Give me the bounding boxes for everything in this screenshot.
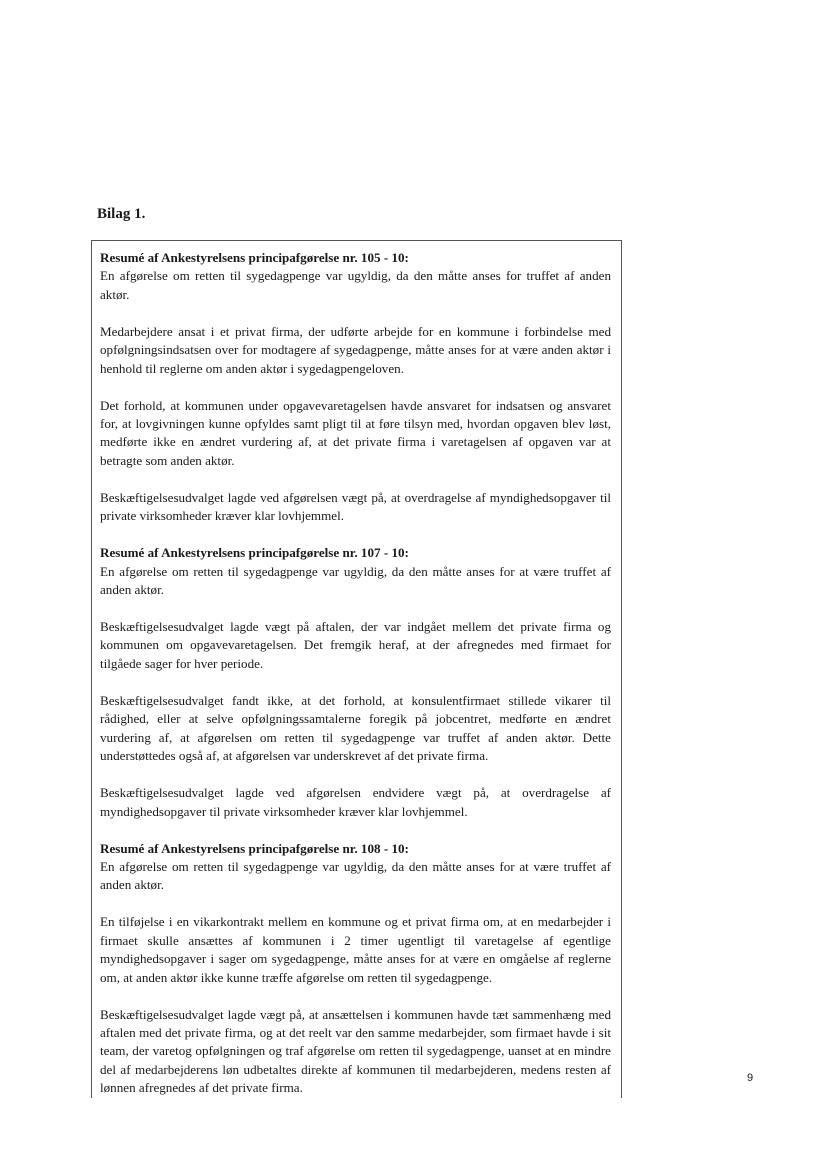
paragraph-text: Medarbejdere ansat i et privat firma, der udførte arbejde for en kommune i forbindelse med opfølgningsindsatsen over for modtagere af sygedagpenge, måtte anses for at være anden aktør i henhold til reglerne om anden aktør i sygedagpengeloven. xyxy=(100,323,611,376)
summary-title: Resumé af Ankestyrelsens principafgørelse nr. 108 - 10: xyxy=(100,840,409,856)
summary-text: En afgørelse om retten til sygedagpenge var ugyldig, da den måtte anses for at være truffet af anden aktør. xyxy=(100,563,611,598)
paragraph xyxy=(100,323,611,378)
paragraph xyxy=(100,784,611,821)
paragraph-text: Beskæftigelsesudvalget fandt ikke, at det forhold, at konsulentfirmaet stillede vikarer til rådighed, eller at selve opfølgningssamtalerne foregik på jobcentret, medførte en ændret vurdering af, at afgørelsen om retten til sygedagpenge var truffet af anden aktør. Dette understøttedes også af, at afgørelsen var underskrevet af det private firma. xyxy=(100,692,611,764)
paragraph-text: Beskæftigelsesudvalget lagde vægt på, at ansættelsen i kommunen havde tæt sammenhæng med aftalen med det private firma, og at det reelt var den samme medarbejder, som firmaet havde i sit team, der varetog opfølgningen og traf afgørelse om retten til sygedagpenge, uanset at en mindre del af medarbejderens løn udbetaltes direkte af kommunen til medarbejderen, medens resten af lønnen afregnedes af det private firma. xyxy=(100,1006,611,1096)
paragraph xyxy=(100,913,611,987)
summary-text: En afgørelse om retten til sygedagpenge var ugyldig, da den måtte anses for at være truffet af anden aktør. xyxy=(100,858,611,893)
summary-block-108 xyxy=(100,840,611,895)
paragraph xyxy=(100,618,611,673)
summary-block-105 xyxy=(100,249,611,304)
summary-title: Resumé af Ankestyrelsens principafgørelse nr. 105 - 10: xyxy=(100,250,409,265)
paragraph xyxy=(100,397,611,471)
summary-title: Resumé af Ankestyrelsens principafgørelse nr. 107 - 10: xyxy=(100,545,409,561)
summary-block-107 xyxy=(100,544,611,599)
page-number: 9 xyxy=(747,1072,754,1084)
paragraph-text: Beskæftigelsesudvalget lagde ved afgørelsen endvidere vægt på, at overdragelse af myndighedsopgaver til private virksomheder kræver klar lovhjemmel. xyxy=(100,785,611,819)
paragraph-text: En tilføjelse i en vikarkontrakt mellem en kommune og et privat firma om, at en medarbejder i firmaet skulle ansættes af kommunen i 2 timer ugentligt til varetagelse af egentlige myndighedsopgaver i sager om sygedagpenge, måtte anses for at være en omgåelse af reglerne om, at anden aktør ikke kunne træffe afgørelse om retten til sygedagpenge. xyxy=(100,914,611,985)
appendix-heading: Bilag 1. xyxy=(97,206,146,222)
paragraph-text: Beskæftigelsesudvalget lagde vægt på aftalen, der var indgået mellem det private firma og kommunen om opgavevaretagelsen. Det fremgik heraf, at der afregnedes med firmaet for tilgåede sager for hver periode. xyxy=(100,619,611,671)
paragraph xyxy=(100,489,611,526)
paragraph xyxy=(100,1006,611,1098)
summary-text: En afgørelse om retten til sygedagpenge var ugyldig, da den måtte anses for truffet af anden aktør. xyxy=(100,268,611,302)
summary-box xyxy=(91,240,622,1098)
paragraph xyxy=(100,692,611,766)
paragraph-text: Beskæftigelsesudvalget lagde ved afgørelsen vægt på, at overdragelse af myndighedsopgaver til private virksomheder kræver klar lovhjemmel. xyxy=(100,489,611,524)
paragraph-text: Det forhold, at kommunen under opgavevaretagelsen havde ansvaret for indsatsen og ansvaret for, at lovgivningen kunne opfyldes samt pligt til at føre tilsyn med, hvordan opgaven blev løst, medførte ikke en ændret vurdering af, at det private firma i varetagelsen af opgaven var at betragte som anden aktør. xyxy=(100,397,611,468)
